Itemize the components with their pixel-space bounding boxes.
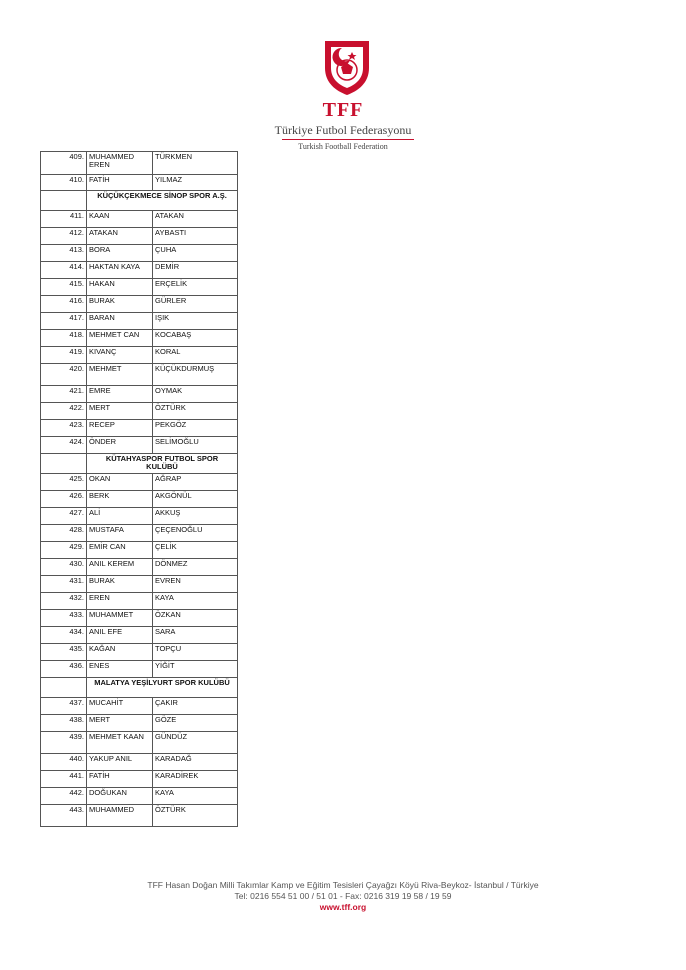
player-number: 421.: [41, 386, 87, 403]
player-last-name: ÇUHA: [153, 245, 238, 262]
player-number: 426.: [41, 491, 87, 508]
player-first-name: HAKTAN KAYA: [87, 262, 153, 279]
player-row: [41, 715, 238, 732]
player-last-name: GÜRLER: [153, 296, 238, 313]
federation-name-english: Turkish Football Federation: [298, 142, 388, 151]
player-row: [41, 491, 238, 508]
player-number: 416.: [41, 296, 87, 313]
federation-name: Türkiye Futbol Federasyonu: [274, 123, 412, 137]
player-last-name: ÖZTÜRK: [153, 403, 238, 420]
player-first-name: FATİH: [87, 771, 153, 788]
player-first-name: BORA: [87, 245, 153, 262]
player-first-name: ANIL KEREM: [87, 559, 153, 576]
player-number: 424.: [41, 437, 87, 454]
player-number: 423.: [41, 420, 87, 437]
player-row: [41, 805, 238, 827]
player-number: 415.: [41, 279, 87, 296]
player-first-name: MUHAMMED EREN: [87, 152, 153, 175]
club-name: KÜTAHYASPOR FUTBOL SPOR KULÜBÜ: [87, 454, 238, 474]
letterhead: [0, 0, 686, 160]
player-number: 438.: [41, 715, 87, 732]
player-row: [41, 732, 238, 754]
player-row: [41, 262, 238, 279]
club-header-row: [41, 678, 238, 698]
player-first-name: HAKAN: [87, 279, 153, 296]
player-first-name: OKAN: [87, 474, 153, 491]
player-last-name: AKKUŞ: [153, 508, 238, 525]
player-row: [41, 279, 238, 296]
player-number: 436.: [41, 661, 87, 678]
club-header-row: [41, 191, 238, 211]
player-first-name: BURAK: [87, 296, 153, 313]
player-last-name: TOPÇU: [153, 644, 238, 661]
player-row: [41, 313, 238, 330]
player-last-name: TÜRKMEN: [153, 152, 238, 175]
player-row: [41, 403, 238, 420]
player-number: 433.: [41, 610, 87, 627]
player-number: 419.: [41, 347, 87, 364]
player-row: [41, 330, 238, 347]
player-number: 440.: [41, 754, 87, 771]
player-last-name: ÖZTÜRK: [153, 805, 238, 827]
player-last-name: OYMAK: [153, 386, 238, 403]
player-row: [41, 245, 238, 262]
player-last-name: SARA: [153, 627, 238, 644]
player-first-name: MERT: [87, 403, 153, 420]
player-row: [41, 525, 238, 542]
club-name: MALATYA YEŞİLYURT SPOR KULÜBÜ: [87, 678, 238, 698]
player-first-name: MUHAMMET: [87, 610, 153, 627]
player-last-name: KOCABAŞ: [153, 330, 238, 347]
player-number: 431.: [41, 576, 87, 593]
player-first-name: DOĞUKAN: [87, 788, 153, 805]
player-row: [41, 542, 238, 559]
player-first-name: ÖNDER: [87, 437, 153, 454]
player-last-name: ÇELİK: [153, 542, 238, 559]
player-row: [41, 576, 238, 593]
player-row: [41, 437, 238, 454]
tff-title: TFF: [322, 99, 364, 121]
club-empty-cell: [41, 454, 87, 474]
player-row: [41, 152, 238, 175]
footer-website-link[interactable]: www.tff.org: [319, 902, 367, 912]
player-number: 443.: [41, 805, 87, 827]
player-first-name: ALİ: [87, 508, 153, 525]
club-empty-cell: [41, 678, 87, 698]
player-number: 422.: [41, 403, 87, 420]
player-row: [41, 474, 238, 491]
player-number: 429.: [41, 542, 87, 559]
player-number: 430.: [41, 559, 87, 576]
player-row: [41, 386, 238, 403]
player-row: [41, 559, 238, 576]
player-first-name: EMİR CAN: [87, 542, 153, 559]
player-number: 410.: [41, 175, 87, 191]
player-number: 435.: [41, 644, 87, 661]
player-number: 417.: [41, 313, 87, 330]
player-row: [41, 364, 238, 386]
player-first-name: EMRE: [87, 386, 153, 403]
header-divider: [282, 139, 414, 140]
player-last-name: SELİMOĞLU: [153, 437, 238, 454]
player-last-name: AKGÖNÜL: [153, 491, 238, 508]
player-row: [41, 698, 238, 715]
player-first-name: MEHMET: [87, 364, 153, 386]
player-number: 427.: [41, 508, 87, 525]
player-last-name: AYBASTI: [153, 228, 238, 245]
player-row: [41, 211, 238, 228]
footer-phone: Tel: 0216 554 51 00 / 51 01 - Fax: 0216 319 19 58 / 19 59: [234, 891, 452, 901]
player-number: 434.: [41, 627, 87, 644]
player-last-name: AĞRAP: [153, 474, 238, 491]
player-number: 425.: [41, 474, 87, 491]
player-row: [41, 593, 238, 610]
player-last-name: KÜÇÜKDURMUŞ: [153, 364, 238, 386]
player-last-name: KARADAĞ: [153, 754, 238, 771]
player-last-name: ÇEÇENOĞLU: [153, 525, 238, 542]
club-empty-cell: [41, 191, 87, 211]
player-first-name: ATAKAN: [87, 228, 153, 245]
player-last-name: GÜNDÜZ: [153, 732, 238, 754]
player-row: [41, 508, 238, 525]
player-first-name: YAKUP ANIL: [87, 754, 153, 771]
tff-crest-logo: [322, 38, 372, 96]
player-last-name: ÇAKIR: [153, 698, 238, 715]
player-number: 437.: [41, 698, 87, 715]
club-header-row: [41, 454, 238, 474]
player-first-name: EREN: [87, 593, 153, 610]
player-first-name: MEHMET CAN: [87, 330, 153, 347]
player-row: [41, 228, 238, 245]
player-last-name: KARADİREK: [153, 771, 238, 788]
player-number: 412.: [41, 228, 87, 245]
player-first-name: MUHAMMED: [87, 805, 153, 827]
player-first-name: RECEP: [87, 420, 153, 437]
player-last-name: YILMAZ: [153, 175, 238, 191]
player-first-name: KIVANÇ: [87, 347, 153, 364]
player-row: [41, 788, 238, 805]
player-number: 441.: [41, 771, 87, 788]
player-number: 409.: [41, 152, 87, 175]
player-first-name: KAAN: [87, 211, 153, 228]
player-first-name: ENES: [87, 661, 153, 678]
player-number: 411.: [41, 211, 87, 228]
player-list-table: [40, 151, 238, 827]
player-last-name: DEMİR: [153, 262, 238, 279]
player-last-name: ERÇELİK: [153, 279, 238, 296]
player-first-name: MEHMET KAAN: [87, 732, 153, 754]
footer-address: TFF Hasan Doğan Milli Takımlar Kamp ve Eğitim Tesisleri Çayağzı Köyü Riva-Beykoz- İstanbul / Türkiye: [147, 880, 539, 890]
player-first-name: BURAK: [87, 576, 153, 593]
player-last-name: GÖZE: [153, 715, 238, 732]
player-last-name: ÖZKAN: [153, 610, 238, 627]
footer: [0, 880, 686, 913]
player-row: [41, 296, 238, 313]
player-row: [41, 175, 238, 191]
player-row: [41, 627, 238, 644]
player-row: [41, 754, 238, 771]
player-last-name: IŞIK: [153, 313, 238, 330]
player-number: 420.: [41, 364, 87, 386]
player-last-name: PEKGÖZ: [153, 420, 238, 437]
player-first-name: MUCAHİT: [87, 698, 153, 715]
player-row: [41, 644, 238, 661]
player-number: 418.: [41, 330, 87, 347]
player-row: [41, 610, 238, 627]
player-last-name: KAYA: [153, 788, 238, 805]
player-first-name: BARAN: [87, 313, 153, 330]
player-first-name: ANIL EFE: [87, 627, 153, 644]
player-number: 428.: [41, 525, 87, 542]
player-last-name: KAYA: [153, 593, 238, 610]
player-last-name: ATAKAN: [153, 211, 238, 228]
player-first-name: KAĞAN: [87, 644, 153, 661]
player-row: [41, 661, 238, 678]
player-first-name: MUSTAFA: [87, 525, 153, 542]
player-first-name: MERT: [87, 715, 153, 732]
player-number: 439.: [41, 732, 87, 754]
player-last-name: YİĞİT: [153, 661, 238, 678]
player-first-name: BERK: [87, 491, 153, 508]
player-number: 432.: [41, 593, 87, 610]
player-number: 414.: [41, 262, 87, 279]
player-first-name: FATİH: [87, 175, 153, 191]
player-last-name: DÖNMEZ: [153, 559, 238, 576]
player-last-name: EVREN: [153, 576, 238, 593]
player-row: [41, 420, 238, 437]
player-last-name: KORAL: [153, 347, 238, 364]
player-row: [41, 771, 238, 788]
player-number: 413.: [41, 245, 87, 262]
player-row: [41, 347, 238, 364]
club-name: KÜÇÜKÇEKMECE SİNOP SPOR A.Ş.: [87, 191, 238, 211]
player-number: 442.: [41, 788, 87, 805]
